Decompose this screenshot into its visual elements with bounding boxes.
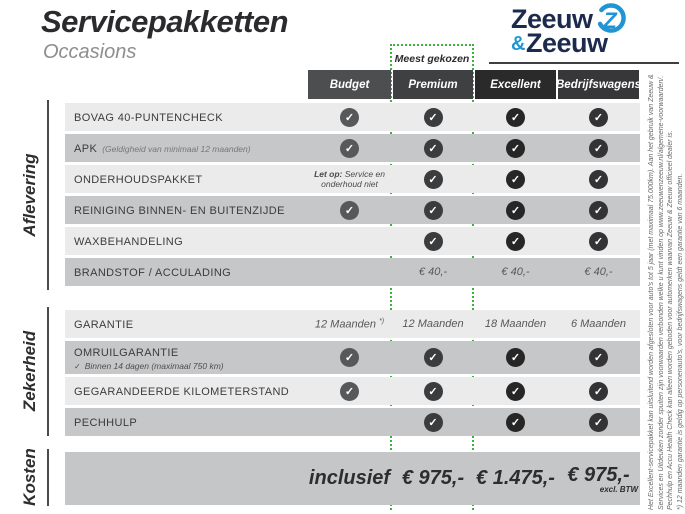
column-headers: [65, 70, 640, 99]
row-label: GARANTIE: [74, 318, 134, 331]
cell-excellent: [474, 165, 557, 193]
column-header-bedrijfswagens: Bedrijfswagens: [558, 70, 639, 99]
table-row: [65, 377, 640, 405]
cell-premium: [392, 134, 474, 162]
header-divider: [489, 62, 679, 64]
row-label-cell: [65, 315, 307, 333]
check-icon: ✓: [589, 382, 608, 401]
cell-budget: [307, 134, 392, 162]
cell-premium: [392, 408, 474, 436]
row-inline-note: (Geldigheid van minimaal 12 maanden): [102, 143, 251, 154]
cell-excellent: [474, 341, 557, 374]
disclaimer-line: Services en Uitdeuken zonder spuiten zijn voorwaarden verbonden welke u kunt vinden op www.zeeuwenzeeuw.nl/algemene-voorwaarden/.: [657, 75, 665, 510]
row-label-cell: [65, 139, 307, 157]
cell-budget: [307, 165, 392, 193]
svg-text:Z: Z: [602, 7, 616, 33]
cell-budget: [307, 341, 392, 374]
section-label-aflevering: Aflevering: [20, 153, 39, 237]
section-rail-aflevering: [47, 100, 49, 290]
table-row: [65, 103, 640, 131]
row-label-cell: [65, 343, 307, 372]
value-text: € 40,-: [418, 266, 448, 278]
check-icon: ✓: [589, 201, 608, 220]
cell-premium: [392, 310, 474, 338]
value-text: 18 Maanden: [484, 318, 547, 330]
check-icon: ✓: [506, 108, 525, 127]
cell-bedrijfswagens: [557, 165, 640, 193]
check-icon: ✓: [424, 108, 443, 127]
table-row: [65, 341, 640, 374]
value-text: 12 Maanden: [402, 318, 464, 330]
check-icon: ✓: [589, 108, 608, 127]
check-icon: ✓: [589, 348, 608, 367]
small-check-icon: ✓: [74, 362, 81, 372]
page-title: Servicepakketten: [41, 4, 289, 39]
cell-budget: [307, 408, 392, 436]
check-icon: ✓: [506, 232, 525, 251]
cell-excellent: [474, 377, 557, 405]
check-icon: ✓: [340, 108, 359, 127]
cell-excellent: [474, 310, 557, 338]
check-icon: ✓: [589, 413, 608, 432]
cell-premium: [392, 258, 474, 286]
cell-bedrijfswagens: [557, 408, 640, 436]
logo-word-2: Zeeuw: [525, 28, 608, 58]
price-value: € 975,-: [567, 463, 630, 486]
table-row: [65, 258, 640, 286]
check-icon: ✓: [424, 170, 443, 189]
cell-premium: [392, 103, 474, 131]
cell-budget: [307, 227, 392, 255]
price-cell-budget: [307, 467, 392, 490]
cell-bedrijfswagens: [557, 258, 640, 286]
section-zekerheid-rows: [65, 310, 640, 439]
cell-premium: [392, 377, 474, 405]
row-label: OMRUILGARANTIE: [74, 346, 179, 359]
cell-excellent: [474, 258, 557, 286]
cell-premium: [392, 165, 474, 193]
price-value: € 975,-: [401, 467, 465, 489]
row-label: APK: [74, 142, 98, 155]
price-value: € 1.475,-: [476, 467, 555, 489]
cell-premium: [392, 341, 474, 374]
cell-budget: [307, 196, 392, 224]
value-text: 12 Maanden *): [314, 317, 385, 331]
most-chosen-badge: Meest gekozen: [390, 44, 474, 72]
check-icon: ✓: [340, 139, 359, 158]
cell-bedrijfswagens: [557, 196, 640, 224]
column-header-budget: Budget: [308, 70, 391, 99]
column-header-excellent: Excellent: [475, 70, 556, 99]
price-cell-bedrijfswagens: [557, 464, 640, 494]
table-row: [65, 134, 640, 162]
cell-excellent: [474, 103, 557, 131]
row-label: WAXBEHANDELING: [74, 235, 184, 248]
check-icon: ✓: [589, 170, 608, 189]
table-row: [65, 310, 640, 338]
row-label: REINIGING BINNEN- EN BUITENZIJDE: [74, 204, 285, 217]
check-icon: ✓: [506, 139, 525, 158]
table-row: [65, 196, 640, 224]
row-label-cell: [65, 232, 307, 250]
page-subtitle: Occasions: [43, 41, 137, 63]
check-icon: ✓: [424, 413, 443, 432]
check-icon: ✓: [424, 348, 443, 367]
row-label: GEGARANDEERDE KILOMETERSTAND: [74, 385, 290, 398]
check-icon: ✓: [506, 201, 525, 220]
check-icon: ✓: [589, 139, 608, 158]
table-row: [65, 408, 640, 436]
check-icon: ✓: [589, 232, 608, 251]
cell-budget: [307, 377, 392, 405]
disclaimer-line: Pechhulp en Accu Health Check kan alleen worden geboden voor automerken waarvan Zeeuw & Zeeuw officieel dealer is.: [667, 130, 674, 510]
cell-excellent: [474, 227, 557, 255]
zeeuw-zeeuw-logo: [511, 5, 681, 58]
section-rail-kosten: [47, 449, 49, 506]
cell-bedrijfswagens: [557, 377, 640, 405]
attention-note: Let op: Service en onderhoud niet: [314, 168, 385, 189]
price-value: inclusief: [308, 467, 391, 489]
kosten-row: [65, 452, 640, 505]
price-cell-premium: [392, 467, 474, 490]
cell-premium: [392, 227, 474, 255]
header-spacer: [65, 70, 307, 99]
check-icon: ✓: [424, 201, 443, 220]
check-icon: ✓: [506, 382, 525, 401]
table-row: [65, 227, 640, 255]
cell-excellent: [474, 408, 557, 436]
check-icon: ✓: [424, 139, 443, 158]
cell-bedrijfswagens: [557, 227, 640, 255]
value-text: 6 Maanden: [570, 318, 627, 330]
row-label: PECHHULP: [74, 416, 138, 429]
cell-budget: [307, 258, 392, 286]
check-icon: ✓: [506, 348, 525, 367]
section-label-kosten: Kosten: [20, 448, 39, 506]
section-aflevering-rows: [65, 103, 640, 289]
disclaimer-line: *) 12 maanden garantie is geldig op personenauto's, voor bedrijfswagens geldt een garantie van 6 maanden.: [676, 173, 684, 510]
price-note: excl. BTW: [599, 484, 638, 494]
cell-excellent: [474, 196, 557, 224]
disclaimer-line: Het Excellent-servicepakket kan uitsluitend worden afgesloten voor auto's tot 5 jaar (met maximaal 75.000km). Aan het gebruik van Zeeuw &: [648, 74, 655, 510]
row-label-cell: [65, 201, 307, 219]
cell-budget: [307, 103, 392, 131]
cell-budget: [307, 310, 392, 338]
cell-premium: [392, 196, 474, 224]
cell-excellent: [474, 134, 557, 162]
row-label: BRANDSTOF / ACCULADING: [74, 266, 232, 279]
cell-bedrijfswagens: [557, 310, 640, 338]
logo-ampersand: &: [511, 33, 525, 55]
column-header-premium: Premium: [393, 70, 473, 99]
section-rail-zekerheid: [47, 307, 49, 436]
table-row: [65, 165, 640, 193]
check-icon: ✓: [424, 382, 443, 401]
check-icon: ✓: [340, 348, 359, 367]
price-cell-excellent: [474, 467, 557, 490]
check-icon: ✓: [340, 382, 359, 401]
row-label-cell: [65, 382, 307, 400]
row-sub-note: ✓ Binnen 14 dagen (maximaal 750 km): [74, 361, 224, 372]
row-label-cell: [65, 263, 307, 281]
check-icon: ✓: [506, 413, 525, 432]
cell-bedrijfswagens: [557, 341, 640, 374]
row-label-cell: [65, 108, 307, 126]
check-icon: ✓: [506, 170, 525, 189]
row-label-cell: [65, 413, 307, 431]
cell-bedrijfswagens: [557, 134, 640, 162]
cell-bedrijfswagens: [557, 103, 640, 131]
check-icon: ✓: [424, 232, 443, 251]
row-label: BOVAG 40-PUNTENCHECK: [74, 111, 223, 124]
logo-word-1: Zeeuw: [511, 4, 593, 34]
check-icon: ✓: [340, 201, 359, 220]
value-text: € 40,-: [501, 266, 530, 278]
value-text: € 40,-: [584, 266, 613, 278]
row-label: ONDERHOUDSPAKKET: [74, 173, 203, 186]
section-label-zekerheid: Zekerheid: [20, 330, 39, 412]
row-label-cell: [65, 170, 307, 188]
